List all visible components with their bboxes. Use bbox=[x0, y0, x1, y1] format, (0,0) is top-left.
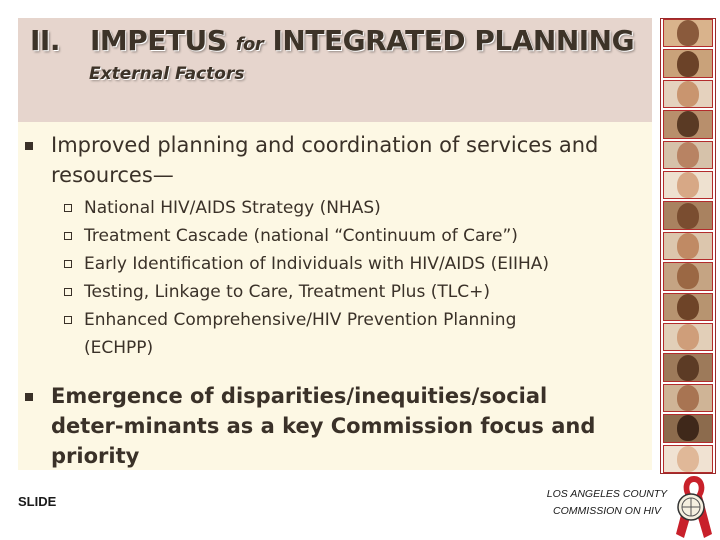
organization-name bbox=[532, 486, 682, 520]
portrait-photo bbox=[663, 232, 713, 260]
face-icon bbox=[677, 233, 699, 259]
title-part-impetus: IMPETUS bbox=[90, 24, 227, 57]
face-icon bbox=[677, 355, 699, 381]
list-item-continuation bbox=[64, 334, 644, 362]
checkbox-bullet-icon bbox=[64, 288, 72, 296]
bullet-improved-planning: Improved planning and coordination of services and resources— bbox=[51, 133, 599, 187]
portrait-photo bbox=[663, 353, 713, 381]
slide-label: SLIDE bbox=[18, 494, 57, 509]
org-name-line-1: LOS ANGELES COUNTY bbox=[546, 488, 668, 500]
face-icon bbox=[677, 385, 699, 411]
portrait-photo bbox=[663, 19, 713, 47]
face-icon bbox=[677, 446, 699, 472]
org-name-line-2: COMMISSION ON HIV bbox=[553, 505, 661, 517]
portrait-photo bbox=[663, 384, 713, 412]
list-item bbox=[64, 250, 644, 278]
list-item-text: Enhanced Comprehensive/HIV Prevention Planning bbox=[84, 310, 517, 330]
face-icon bbox=[677, 263, 699, 289]
section-numeral: II. bbox=[30, 24, 60, 57]
portrait-photo bbox=[663, 293, 713, 321]
face-icon bbox=[677, 111, 699, 137]
county-seal-icon bbox=[676, 492, 706, 522]
portrait-photo bbox=[663, 110, 713, 138]
face-icon bbox=[677, 415, 699, 441]
title-part-integrated-planning: INTEGRATED PLANNING bbox=[272, 24, 635, 57]
list-item bbox=[64, 278, 644, 306]
portrait-photo bbox=[663, 49, 713, 77]
list-item-text: Treatment Cascade (national “Continuum of Care”) bbox=[84, 226, 518, 246]
checkbox-bullet-icon bbox=[64, 232, 72, 240]
checkbox-bullet-icon bbox=[64, 260, 72, 268]
face-icon bbox=[677, 142, 699, 168]
portrait-photo bbox=[663, 171, 713, 199]
list-item bbox=[64, 222, 644, 250]
portrait-photo bbox=[663, 414, 713, 442]
portrait-photo bbox=[663, 262, 713, 290]
portrait-photo bbox=[663, 445, 713, 473]
bullet-square-icon bbox=[25, 393, 33, 401]
checkbox-bullet-icon bbox=[64, 204, 72, 212]
list-item bbox=[64, 194, 644, 222]
bullet-emergence-of-disparities: Emergence of disparities/inequities/social deter-minants as a key Commission focus and priority bbox=[51, 384, 596, 468]
title-text bbox=[90, 24, 634, 57]
face-icon bbox=[677, 294, 699, 320]
list-item bbox=[64, 306, 644, 334]
face-icon bbox=[677, 20, 699, 46]
face-icon bbox=[677, 324, 699, 350]
slide-subtitle: External Factors bbox=[89, 64, 245, 84]
list-item-text: National HIV/AIDS Strategy (NHAS) bbox=[84, 198, 381, 218]
checkbox-bullet-icon bbox=[64, 316, 72, 324]
face-icon bbox=[677, 203, 699, 229]
list-item-text: (ECHPP) bbox=[84, 338, 154, 358]
bullet-square-icon bbox=[25, 142, 33, 150]
title-for-word: for bbox=[235, 34, 264, 55]
portrait-photo bbox=[663, 201, 713, 229]
photo-collage-strip bbox=[660, 18, 716, 474]
sub-bullet-list bbox=[64, 194, 644, 362]
list-item-text: Testing, Linkage to Care, Treatment Plus (TLC+) bbox=[84, 282, 490, 302]
portrait-photo bbox=[663, 141, 713, 169]
face-icon bbox=[677, 172, 699, 198]
face-icon bbox=[677, 81, 699, 107]
face-icon bbox=[677, 51, 699, 77]
list-item-text: Early Identification of Individuals with HIV/AIDS (EIIHA) bbox=[84, 254, 550, 274]
portrait-photo bbox=[663, 323, 713, 351]
portrait-photo bbox=[663, 80, 713, 108]
